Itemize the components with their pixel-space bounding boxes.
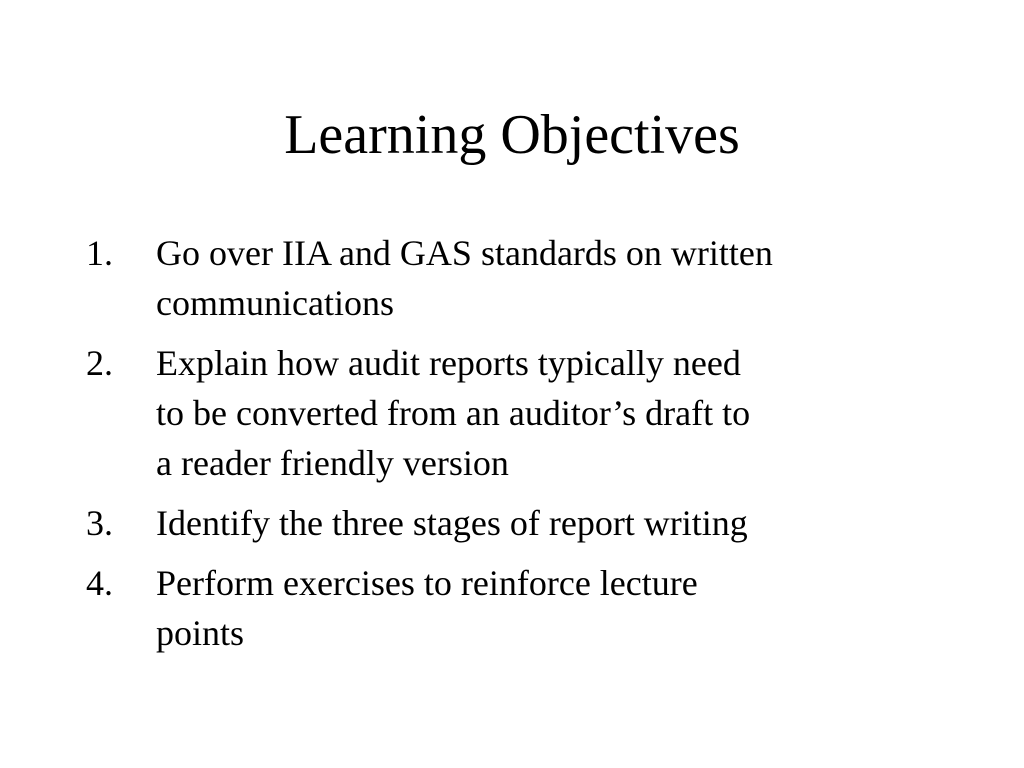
objective-number: 2. bbox=[86, 343, 113, 383]
objective-text-line: points bbox=[156, 613, 245, 653]
objective-text-line: Go over IIA and GAS standards on written bbox=[156, 233, 773, 273]
objectives-list bbox=[86, 228, 966, 668]
objective-item-4 bbox=[86, 558, 966, 658]
objective-number: 1. bbox=[86, 233, 113, 273]
objective-text-line: to be converted from an auditor’s draft to bbox=[156, 393, 751, 433]
objective-number: 4. bbox=[86, 563, 113, 603]
objective-text-line: Explain how audit reports typically need bbox=[156, 343, 741, 383]
objective-text-line: Identify the three stages of report writing bbox=[156, 503, 748, 543]
objective-text-line: a reader friendly version bbox=[156, 443, 509, 483]
objective-item-2 bbox=[86, 338, 966, 488]
objective-number: 3. bbox=[86, 503, 113, 543]
objective-item-1 bbox=[86, 228, 966, 328]
objective-text-line: communications bbox=[156, 283, 394, 323]
objective-item-3 bbox=[86, 498, 966, 548]
slide-title: Learning Objectives bbox=[284, 104, 740, 166]
objective-text-line: Perform exercises to reinforce lecture bbox=[156, 563, 698, 603]
